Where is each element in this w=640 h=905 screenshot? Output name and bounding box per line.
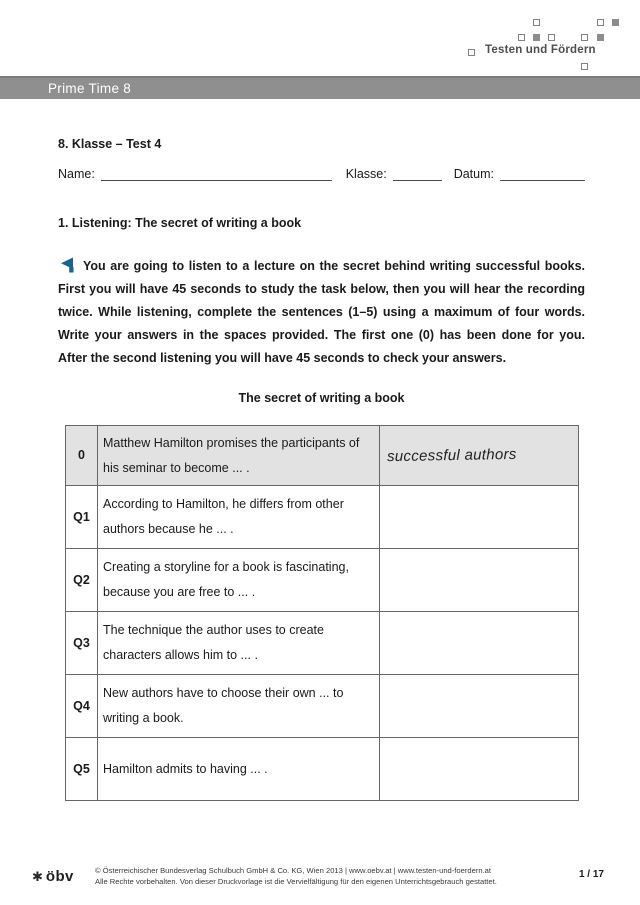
logo-square-icon xyxy=(612,19,619,26)
row-id-cell: Q3 xyxy=(66,612,98,675)
klasse-label: Klasse: xyxy=(345,167,387,181)
banner xyxy=(0,76,640,99)
listening-task-table xyxy=(65,425,579,801)
table-row xyxy=(66,549,579,612)
obv-logo-text: öbv xyxy=(45,868,74,885)
copyright xyxy=(95,866,515,887)
table-row xyxy=(66,612,579,675)
page-number: 1 / 17 xyxy=(578,869,604,880)
row-id-cell: 0 xyxy=(66,426,98,486)
handwritten-answer: successful authors xyxy=(386,445,517,465)
instructions-text: You are going to listen to a lecture on the secret behind writing successful books. First you will have 45 seconds to study the task below, then you will hear the recording twice. While listening, complete the sentences (1–5) using a maximum of four words. Write your answers in the spaces provided. The first one (0) has been done for you. After the second listening you will have 45 seconds to check your answers. xyxy=(58,259,585,365)
datum-label: Datum: xyxy=(453,167,494,181)
row-id-cell: Q1 xyxy=(66,486,98,549)
prompt-cell: Matthew Hamilton promises the participants of his seminar to become ... . xyxy=(98,426,380,486)
table-row xyxy=(66,675,579,738)
section-heading: 1. Listening: The secret of writing a book xyxy=(58,216,302,230)
answer-cell xyxy=(380,675,579,738)
prompt-cell: The technique the author uses to create characters allows him to ... . xyxy=(98,612,380,675)
answer-cell xyxy=(380,486,579,549)
logo-square-icon xyxy=(533,19,540,26)
table-row xyxy=(66,486,579,549)
banner-title: Prime Time 8 xyxy=(48,81,132,96)
logo-square-icon xyxy=(597,34,604,41)
row-id-cell: Q5 xyxy=(66,738,98,801)
row-id-cell: Q4 xyxy=(66,675,98,738)
datum-line xyxy=(500,164,585,181)
answer-cell xyxy=(380,738,579,801)
name-label: Name: xyxy=(58,167,95,181)
obv-logo xyxy=(32,868,74,885)
copyright-line-1: © Österreichischer Bundesverlag Schulbuch GmbH & Co. KG, Wien 2013 | www.oebv.at | www.testen-und-foerdern.at xyxy=(95,866,492,875)
instructions-paragraph xyxy=(58,255,585,370)
name-line xyxy=(101,164,332,181)
name-row xyxy=(58,163,585,181)
prompt-cell: According to Hamilton, he differs from other authors because he ... . xyxy=(98,486,380,549)
klasse-line xyxy=(393,164,442,181)
table-row xyxy=(66,738,579,801)
logo-square-icon xyxy=(533,34,540,41)
answer-cell xyxy=(380,426,579,486)
logo-square-icon xyxy=(548,34,555,41)
answer-cell xyxy=(380,549,579,612)
prompt-cell: New authors have to choose their own ... to writing a book. xyxy=(98,675,380,738)
obv-star-icon: ✱ xyxy=(32,868,43,884)
speaker-icon xyxy=(58,257,74,273)
logo-square-icon xyxy=(581,63,588,70)
prompt-cell: Creating a storyline for a book is fascinating, because you are free to ... . xyxy=(98,549,380,612)
logo-square-icon xyxy=(597,19,604,26)
test-title: 8. Klasse – Test 4 xyxy=(58,137,162,151)
logo-square-icon xyxy=(468,49,475,56)
copyright-line-2: Alle Rechte vorbehalten. Von dieser Druckvorlage ist die Vervielfältigung für den eigenen Unterrichtsgebrauch gestattet. xyxy=(95,876,497,886)
logo-square-icon xyxy=(518,34,525,41)
table-row xyxy=(66,426,579,486)
logo-square-icon xyxy=(581,34,588,41)
row-id-cell: Q2 xyxy=(66,549,98,612)
brand-text: Testen und Fördern xyxy=(485,44,596,56)
prompt-cell: Hamilton admits to having ... . xyxy=(98,738,380,801)
answer-cell xyxy=(380,612,579,675)
table-title: The secret of writing a book xyxy=(238,391,405,405)
